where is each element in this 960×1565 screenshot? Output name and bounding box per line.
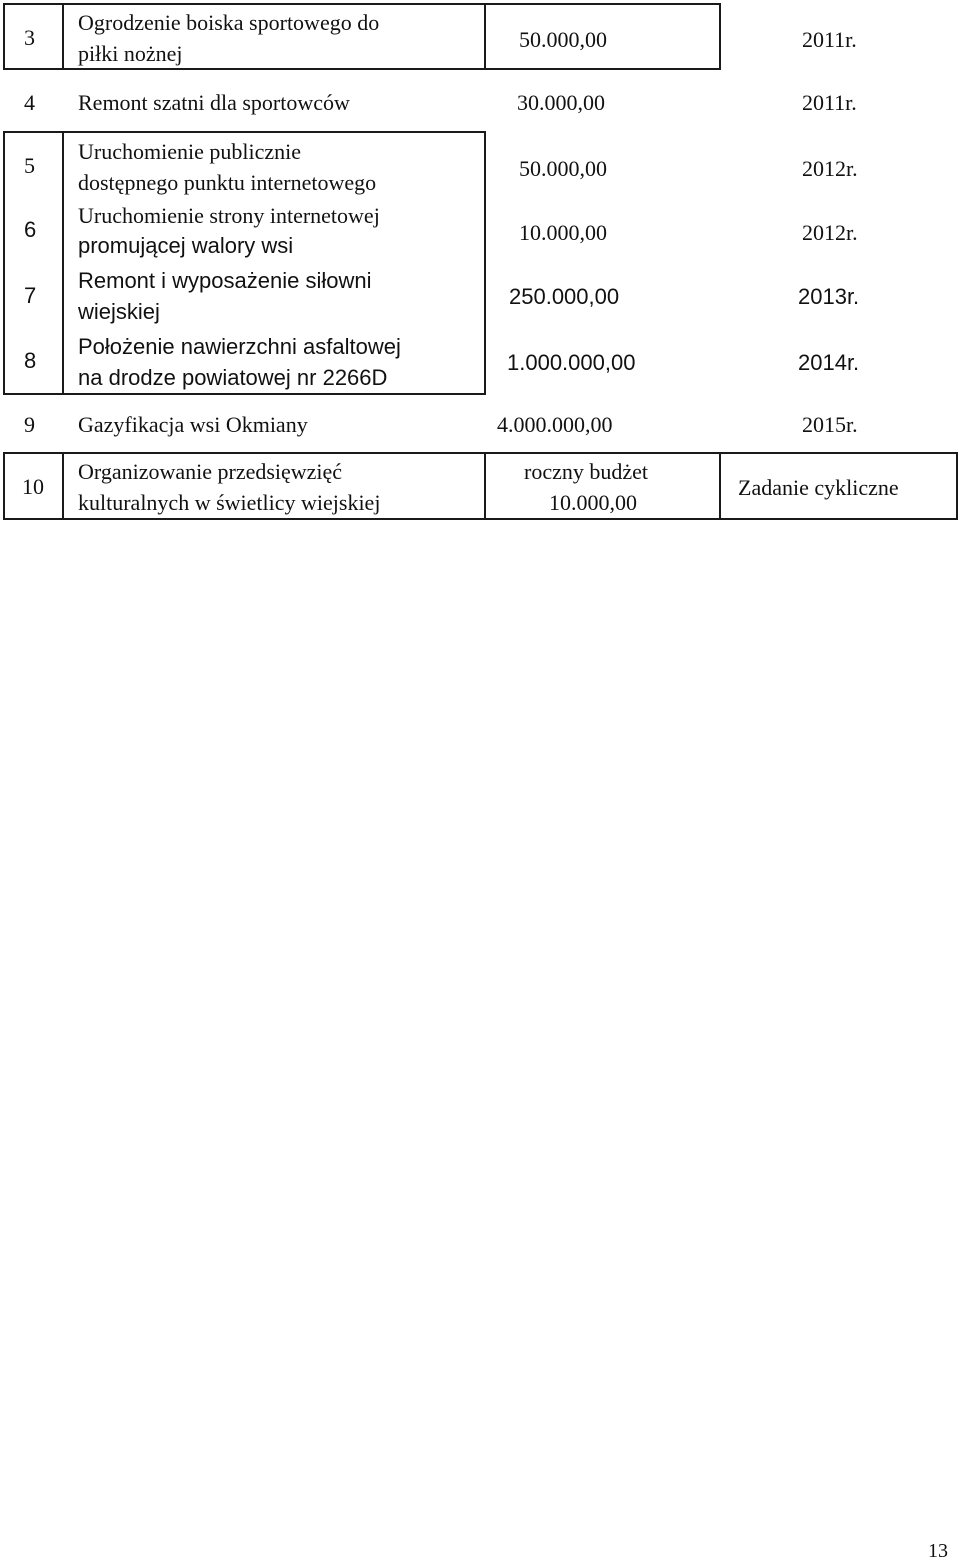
- task-line: Organizowanie przedsięwzięć: [78, 459, 343, 484]
- table-border-right: [719, 3, 721, 70]
- task-line: promującej walory wsi: [78, 233, 294, 258]
- row-number: 7: [24, 283, 37, 308]
- table-border-top: [3, 131, 485, 133]
- table-border-right: [484, 131, 486, 395]
- table-border-left: [3, 3, 5, 70]
- table-divider: [62, 3, 64, 70]
- task-line: Uruchomienie publicznie: [78, 139, 301, 164]
- year-value: 2014r.: [798, 350, 860, 375]
- row-number: 10: [22, 474, 44, 499]
- table-divider: [62, 131, 64, 395]
- task-line: dostępnego punktu internetowego: [78, 170, 377, 195]
- row-number: 5: [24, 153, 35, 178]
- cost-value: 250.000,00: [509, 284, 620, 309]
- year-value: 2015r.: [802, 412, 858, 437]
- table-border-bottom: [3, 518, 958, 520]
- year-value: 2011r.: [802, 90, 857, 115]
- table-border-left: [3, 131, 5, 395]
- year-value: 2012r.: [802, 220, 858, 245]
- task-line: Gazyfikacja wsi Okmiany: [78, 412, 308, 437]
- task-line: piłki nożnej: [78, 41, 183, 66]
- task-line: Remont i wyposażenie siłowni: [78, 268, 372, 293]
- task-line: Ogrodzenie boiska sportowego do: [78, 10, 380, 35]
- task-line: Remont szatni dla sportowców: [78, 90, 350, 115]
- year-value: 2013r.: [798, 284, 860, 309]
- task-line: na drodze powiatowej nr 2266D: [78, 365, 388, 390]
- table-border-left: [3, 452, 5, 520]
- page-number: 13: [928, 1540, 948, 1562]
- task-line: wiejskiej: [78, 299, 160, 324]
- year-value: Zadanie cykliczne: [738, 475, 899, 500]
- year-value: 2011r.: [802, 27, 857, 52]
- task-line: kulturalnych w świetlicy wiejskiej: [78, 490, 381, 515]
- table-border-top: [3, 3, 719, 5]
- table-divider: [62, 452, 64, 520]
- task-line: Położenie nawierzchni asfaltowej: [78, 334, 401, 359]
- table-divider: [484, 452, 486, 520]
- cost-value: 1.000.000,00: [507, 350, 636, 375]
- table-border-right: [956, 452, 958, 520]
- row-number: 9: [24, 412, 35, 437]
- row-number: 6: [24, 217, 37, 242]
- table-border-bottom: [3, 68, 719, 70]
- row-number: 3: [24, 25, 35, 50]
- cost-value: 4.000.000,00: [497, 412, 613, 437]
- table-border-top: [3, 452, 958, 454]
- task-line: Uruchomienie strony internetowej: [78, 203, 380, 228]
- cost-value: 50.000,00: [519, 27, 607, 52]
- cost-value: 30.000,00: [517, 90, 605, 115]
- cost-value: 10.000,00: [519, 220, 607, 245]
- table-border-bottom: [3, 393, 485, 395]
- row-number: 8: [24, 348, 37, 373]
- table-divider: [484, 3, 486, 70]
- year-value: 2012r.: [802, 156, 858, 181]
- table-divider: [719, 452, 721, 520]
- cost-value: 50.000,00: [519, 156, 607, 181]
- cost-value: 10.000,00: [549, 490, 637, 515]
- cost-line: roczny budżet: [524, 459, 648, 484]
- row-number: 4: [24, 90, 35, 115]
